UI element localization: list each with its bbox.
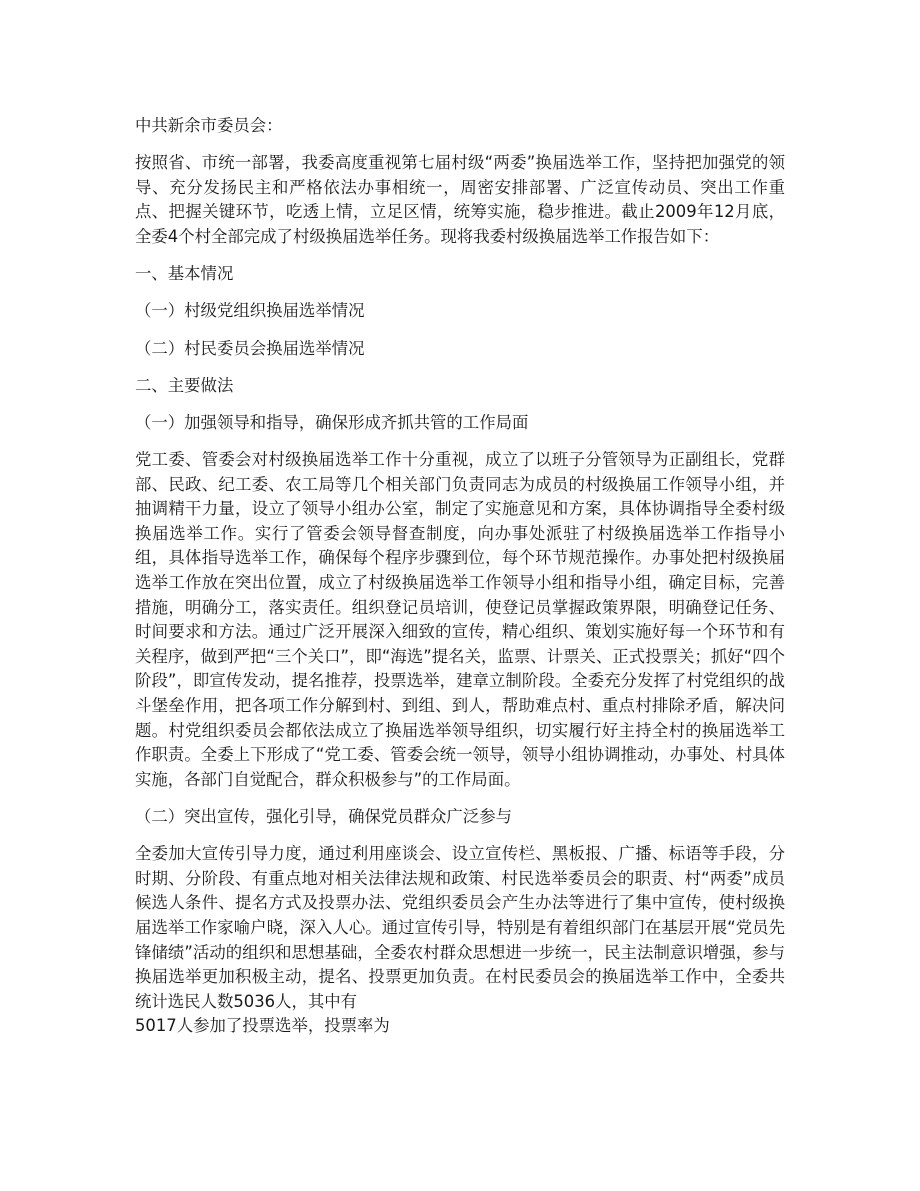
salutation: 中共新余市委员会： (135, 116, 283, 135)
section-2-subheading-2: （二）突出宣传，强化引导，确保党员群众广泛参与 (135, 807, 512, 826)
section-1-title: 一、基本情况 (135, 264, 234, 284)
section-2-body-2 (135, 842, 785, 1039)
section-2-title: 二、主要做法 (135, 375, 234, 395)
section-2-subheading-1: （一）加强领导和指导，确保形成齐抓共管的工作局面 (135, 412, 529, 432)
document-page (135, 114, 785, 1052)
section-1-subheading-1: （一）村级党组织换届选举情况 (135, 301, 365, 321)
section-2-body-1: 党工委、管委会对村级换届选举工作十分重视，成立了以班子分管领导为正副组长，党群部、民政、纪工委、农工局等几个相关部门负责同志为成员的村级换届工作领导小组，并抽调精干力量，设立了领导小组办公室，制定了实施意见和方案，具体协调指导全委村级换届选举工作。实行了管委会领导督查制度，向办事处派驻了村级换届选举工作指导小组，具体指导选举工作，确保每个程序步骤到位，每个环节规范操作。办事处把村级换届选举工作放在突出位置，成立了村级换届选举工作领导小组和指导小组，确定目标，完善措施，明确分工，落实责任。组织登记员培训，使登记员掌握政策界限，明确登记任务、时间要求和方法。通过广泛开展深入细致的宣传，精心组织、策划实施好每一个环节和有关程序，做到严把“三个关口”，即“海选”提名关，监票、计票关、正式投票关；抓好“四个阶段”，即宣传发动，提名推荐，投票选举，建章立制阶段。全委充分发挥了村党组织的战斗堡垒作用，把各项工作分解到村、到组、到人，帮助难点村、重点村排除矛盾，解决问题。村党组织委员会都依法成立了换届选举领导组织，切实履行好主持全村的换届选举工作职责。全委上下形成了“党工委、管委会统一领导，领导小组协调推动，办事处、村具体实施，各部门自觉配合，群众积极参与”的工作局面。 (135, 450, 785, 789)
intro-paragraph: 按照省、市统一部署，我委高度重视第七届村级“两委”换届选举工作，坚持把加强党的领导、充分发扬民主和严格依法办事相统一，周密安排部署、广泛宣传动员、突出工作重点、把握关键环节，吃透上情，立足区情，统筹实施，稳步推进。截止2009年12月底，全委4个村全部完成了村级换届选举任务。现将我委村级换届选举工作报告如下： (135, 153, 785, 246)
section-1-subheading-2: （二）村民委员会换届选举情况 (135, 338, 365, 358)
section-2-body-2-part-1: 全委加大宣传引导力度，通过利用座谈会、设立宣传栏、黑板报、广播、标语等手段，分时期、分阶段、有重点地对相关法律法规和政策、村民选举委员会的职责、村“两委”成员候选人条件、提名方式及投票办法、党组织委员会产生办法等进行了集中宣传，使村级换届选举工作家喻户晓，深入人心。通过宣传引导，特别是有着组织部门在基层开展“党员先锋储绩”活动的组织和思想基础，全委农村群众思想进一步统一，民主法制意识增强，参与换届选举更加积极主动，提名、投票更加负责。在村民委员会的换届选举工作中，全委共统计选民人数5036人，其中有 (135, 844, 785, 1011)
section-2-body-2-part-2: 5017人参加了投票选举，投票率为 (135, 1016, 390, 1036)
